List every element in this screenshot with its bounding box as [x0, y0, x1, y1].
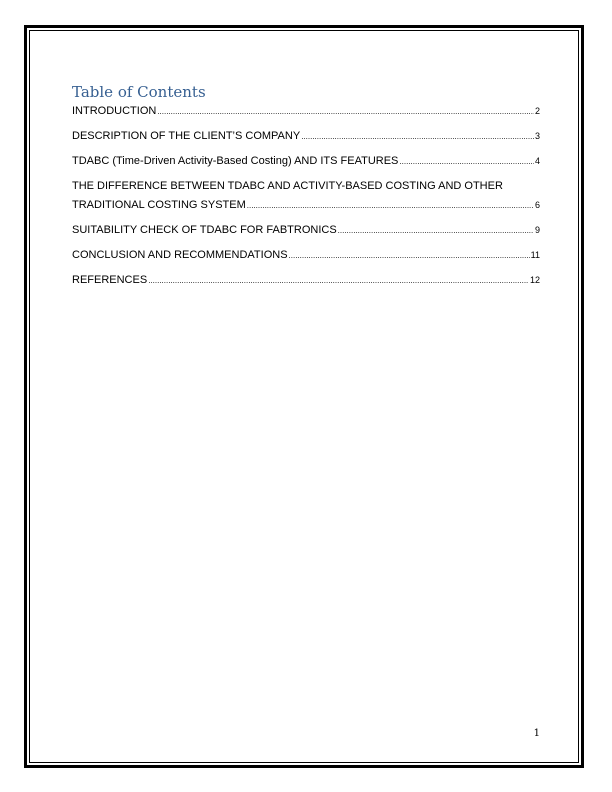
toc-page-number: 3 — [534, 131, 540, 141]
toc-page-number: 2 — [534, 106, 540, 116]
toc-entry-label: CONCLUSION AND RECOMMENDATIONS — [72, 249, 288, 261]
toc-entry-label-line1: THE DIFFERENCE BETWEEN TDABC AND ACTIVITY-BASED COSTING AND OTHER — [72, 180, 503, 192]
toc-entry-tdabc-features[interactable] — [72, 152, 540, 171]
toc-entry-tdabc-difference[interactable] — [72, 177, 540, 215]
toc-leader-dots — [289, 246, 530, 265]
toc-entry-suitability-check[interactable] — [72, 221, 540, 240]
toc-leader-dots — [247, 196, 534, 215]
toc-page-number: 4 — [534, 156, 540, 166]
toc-leader-dots — [338, 221, 534, 240]
toc-page-number: 11 — [530, 250, 540, 260]
toc-entry-label: TDABC (Time-Driven Activity-Based Costing) AND ITS FEATURES — [72, 155, 399, 167]
footer-page-number: 1 — [533, 728, 540, 739]
toc-list — [72, 100, 540, 290]
toc-entry-label: INTRODUCTION — [72, 105, 157, 117]
toc-leader-dots — [301, 127, 534, 146]
toc-title: Table of Contents — [72, 83, 206, 101]
toc-entry-introduction[interactable] — [72, 102, 540, 121]
toc-entry-label: TRADITIONAL COSTING SYSTEM — [72, 199, 246, 211]
toc-page-number: 9 — [534, 225, 540, 235]
toc-page-number: 6 — [534, 200, 540, 210]
toc-entry-label: SUITABILITY CHECK OF TDABC FOR FABTRONICS — [72, 224, 337, 236]
toc-entry-conclusion[interactable] — [72, 246, 540, 265]
toc-leader-dots — [157, 102, 534, 121]
toc-leader-dots — [148, 271, 529, 290]
toc-entry-label: REFERENCES — [72, 274, 148, 286]
toc-page-number: 12 — [529, 275, 540, 285]
toc-entry-references[interactable] — [72, 271, 540, 290]
toc-leader-dots — [399, 152, 534, 171]
toc-entry-label: DESCRIPTION OF THE CLIENT’S COMPANY — [72, 130, 301, 142]
toc-entry-client-company[interactable] — [72, 127, 540, 146]
